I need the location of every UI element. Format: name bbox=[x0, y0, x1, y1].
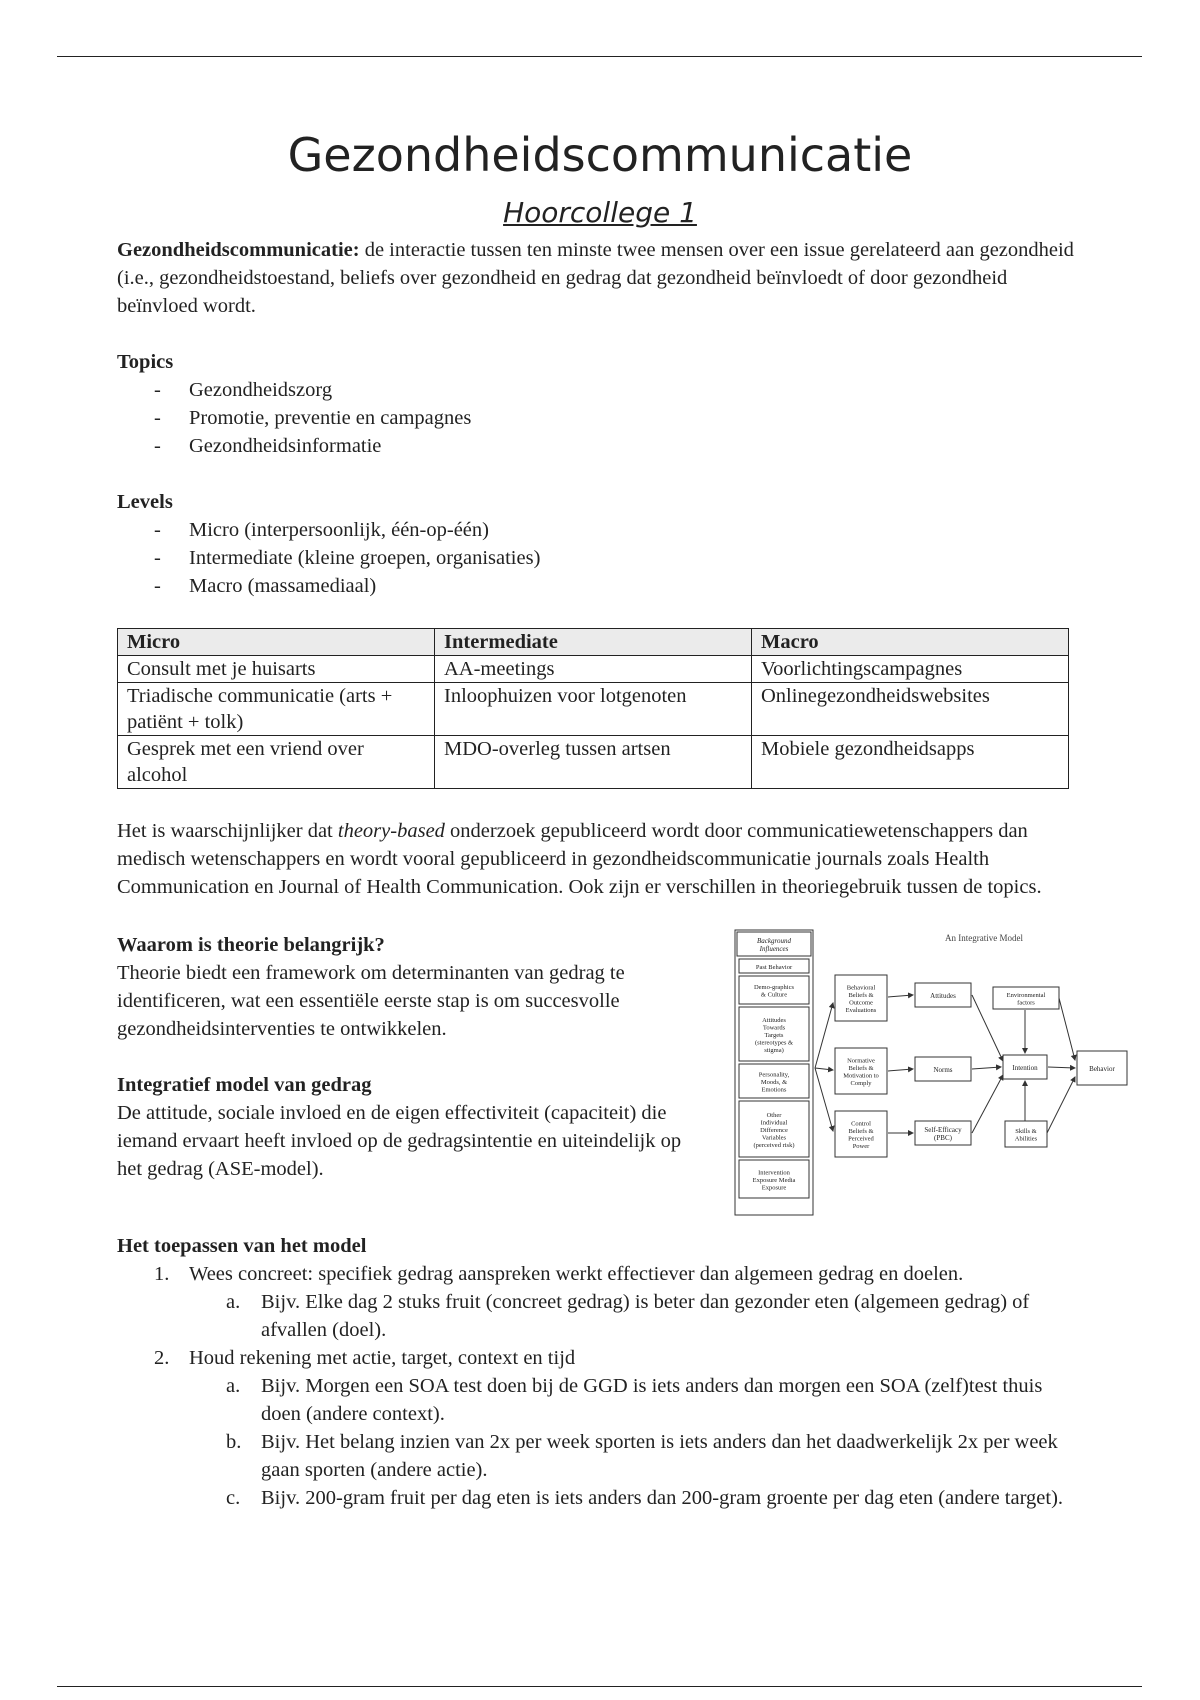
diagram-label: Environmental bbox=[1006, 992, 1046, 999]
background-item bbox=[739, 1101, 809, 1157]
theory-text-after: onderzoek gepubliceerd wordt door communicatiewetenschappers dan medisch wetenschappers en wordt vooral gepubliceerd in gezondheidscommunicatie journals zoals Health Communication en Journal of Health Communication. Ook zijn er verschillen in theoriegebruik tussen de topics. bbox=[117, 820, 1042, 898]
sub-list-item-text: Bijv. Elke dag 2 stuks fruit (concreet gedrag) is beter dan gezonder eten (algemeen gedrag) of afvallen (doel). bbox=[261, 1291, 1030, 1341]
diagram-label: Intention bbox=[1012, 1064, 1038, 1072]
theory-model-section bbox=[117, 931, 1115, 1220]
list-item-text: Houd rekening met actie, target, context en tijd bbox=[189, 1347, 576, 1369]
list-marker: a. bbox=[226, 1291, 241, 1313]
diagram-label: Variables bbox=[761, 1134, 787, 1142]
diagram-label: Attitudes bbox=[762, 1016, 786, 1024]
sub-list bbox=[189, 1372, 1077, 1512]
table-cell: Voorlichtingscampagnes bbox=[752, 656, 1069, 683]
table-cell: Inloophuizen voor lotgenoten bbox=[435, 683, 752, 736]
list-marker: a. bbox=[226, 1375, 241, 1397]
diagram-label: Background bbox=[757, 937, 791, 945]
diagram-label: Personality, bbox=[758, 1071, 790, 1079]
why-theory-heading: Waarom is theorie belangrijk? bbox=[117, 934, 385, 956]
diagram-label: Abilities bbox=[1014, 1135, 1038, 1143]
levels-heading: Levels bbox=[117, 491, 173, 513]
environmental-box bbox=[993, 987, 1059, 1009]
diagram-label: Norms bbox=[933, 1066, 953, 1074]
diagram-label: Past Behavior bbox=[755, 963, 793, 971]
background-item bbox=[739, 1064, 809, 1098]
intro-text: de interactie tussen ten minste twee mensen over een issue gerelateerd aan gezondheid (i.e., gezondheidstoestand, beliefs over gezondheid en gedrag dat gezondheid beïnvloedt of door gezondheid beïnvloed wordt. bbox=[117, 239, 1074, 317]
diagram-label: Motivation to bbox=[843, 1072, 879, 1080]
diagram-label: (perceived risk) bbox=[753, 1141, 795, 1149]
page-title: Gezondheidscommunicatie bbox=[287, 128, 913, 182]
diagram-label: Power bbox=[852, 1143, 870, 1150]
diagram-label: & Culture bbox=[760, 991, 788, 999]
sub-list-item bbox=[226, 1484, 1077, 1512]
list-item: - Promotie, preventie en campagnes bbox=[154, 404, 1077, 432]
list-marker: c. bbox=[226, 1487, 241, 1509]
sub-list-item bbox=[226, 1288, 1077, 1344]
table-cell: Consult met je huisarts bbox=[118, 656, 435, 683]
table-header-cell: Macro bbox=[752, 629, 1069, 656]
sub-list-item bbox=[226, 1372, 1077, 1428]
sub-list-item-text: Bijv. Morgen een SOA test doen bij de GGD is iets anders dan morgen een SOA (zelf)test thuis doen (andere context). bbox=[261, 1375, 1043, 1425]
skills-box bbox=[1005, 1121, 1047, 1147]
table-header-row bbox=[118, 629, 1069, 656]
sub-list-item-text: Bijv. Het belang inzien van 2x per week sporten is iets anders dan het daadwerkelijk 2x per week gaan sporten (andere actie). bbox=[261, 1431, 1058, 1481]
why-theory-text: Theorie biedt een framework om determinanten van gedrag te identificeren, wat een essentiële eerste stap is om succesvolle gezondheidsinterventies te ontwikkelen. bbox=[117, 962, 625, 1040]
sub-list-item bbox=[226, 1428, 1077, 1484]
list-item: - Intermediate (kleine groepen, organisaties) bbox=[154, 544, 1077, 572]
table-cell: Gesprek met een vriend over alcohol bbox=[118, 736, 435, 789]
levels-table bbox=[117, 628, 1069, 789]
top-rule bbox=[57, 56, 1142, 57]
diagram-arrow bbox=[815, 1068, 833, 1070]
diagram-label: Behavioral bbox=[846, 984, 876, 992]
diagram-label: Outcome bbox=[849, 999, 873, 1007]
list-item bbox=[154, 1344, 1077, 1512]
background-header bbox=[737, 932, 811, 956]
applying-heading: Het toepassen van het model bbox=[117, 1235, 367, 1257]
diagram-label: Self-Efficacy bbox=[924, 1126, 962, 1134]
diagram-label: Control bbox=[851, 1120, 871, 1128]
list-item: - Gezondheidszorg bbox=[154, 376, 1077, 404]
diagram-arrow bbox=[1059, 998, 1075, 1060]
list-item: - Gezondheidsinformatie bbox=[154, 432, 1077, 460]
list-item: - Micro (interpersoonlijk, één-op-één) bbox=[154, 516, 1077, 544]
background-item bbox=[739, 976, 809, 1004]
diagram-label: Exposure Media bbox=[752, 1176, 796, 1184]
background-item bbox=[739, 1007, 809, 1061]
sub-list bbox=[189, 1288, 1077, 1344]
diagram-label: Emotions bbox=[761, 1086, 787, 1094]
diagram-label: Other bbox=[766, 1111, 782, 1119]
intro-paragraph bbox=[117, 236, 1077, 320]
diagram-label: (stereotypes & bbox=[754, 1039, 794, 1047]
list-item bbox=[154, 1260, 1077, 1344]
theory-paragraph bbox=[117, 817, 1077, 901]
table-cell: AA-meetings bbox=[435, 656, 752, 683]
diagram-label: Individual bbox=[760, 1119, 788, 1127]
document-body bbox=[117, 236, 1115, 1512]
diagram-label: factors bbox=[1017, 999, 1035, 1007]
beliefs-box bbox=[835, 1048, 887, 1094]
topics-heading: Topics bbox=[117, 351, 174, 373]
diagram-label: Intervention bbox=[758, 1169, 790, 1177]
background-item bbox=[739, 959, 809, 973]
diagram-label: Exposure bbox=[761, 1184, 787, 1192]
behavior-box bbox=[1077, 1051, 1127, 1085]
diagram-arrow bbox=[1048, 1067, 1075, 1068]
diagram-label: Targets bbox=[764, 1031, 784, 1039]
levels-list bbox=[117, 516, 1077, 600]
beliefs-box bbox=[835, 975, 887, 1021]
integrative-model-diagram bbox=[725, 925, 1155, 1220]
diagram-label: stigma) bbox=[764, 1046, 784, 1054]
table-cell: Triadische communicatie (arts + patiënt + tolk) bbox=[118, 683, 435, 736]
background-item bbox=[739, 1160, 809, 1198]
list-marker: 2. bbox=[154, 1347, 170, 1369]
table-row bbox=[118, 736, 1069, 789]
integrative-text: De attitude, sociale invloed en de eigen effectiviteit (capaciteit) die iemand ervaart heeft invloed op de gedragsintentie en uiteindelijk op het gedrag (ASE-model). bbox=[117, 1102, 682, 1180]
intention-box bbox=[1003, 1055, 1047, 1079]
diagram-label: (PBC) bbox=[934, 1134, 952, 1142]
table-cell: Onlinegezondheidswebsites bbox=[752, 683, 1069, 736]
diagram-label: Comply bbox=[850, 1080, 872, 1087]
table-cell: MDO-overleg tussen artsen bbox=[435, 736, 752, 789]
diagram-label: Normative bbox=[847, 1057, 875, 1065]
topics-list bbox=[117, 376, 1077, 460]
list-item-text: Wees concreet: specifiek gedrag aanspreken werkt effectiever dan algemeen gedrag en doelen. bbox=[189, 1263, 964, 1285]
intro-term: Gezondheidscommunicatie: bbox=[117, 239, 360, 261]
diagram-label: Difference bbox=[760, 1126, 788, 1134]
table-cell: Mobiele gezondheidsapps bbox=[752, 736, 1069, 789]
diagram-arrow bbox=[972, 1075, 1003, 1133]
diagram-label: Beliefs & bbox=[848, 1065, 874, 1072]
diagram-arrow bbox=[972, 1067, 1001, 1069]
page-subtitle: Hoorcollege 1 bbox=[503, 196, 697, 229]
list-marker: 1. bbox=[154, 1263, 170, 1285]
table-header-cell: Intermediate bbox=[435, 629, 752, 656]
theory-text-column bbox=[117, 931, 697, 1220]
diagram-arrow bbox=[1047, 1077, 1075, 1133]
diagram-arrow bbox=[888, 1069, 913, 1071]
diagram-label: Attitudes bbox=[930, 992, 956, 1000]
beliefs-box bbox=[835, 1111, 887, 1157]
diagram-arrow bbox=[815, 1003, 833, 1068]
diagram-label: Beliefs & bbox=[848, 1128, 874, 1135]
diagram-label: Moods, & bbox=[760, 1078, 788, 1086]
diagram-label: Beliefs & bbox=[848, 992, 874, 999]
diagram-label: Evaluations bbox=[845, 1007, 877, 1014]
table-row bbox=[118, 656, 1069, 683]
sub-list-item-text: Bijv. 200-gram fruit per dag eten is iets anders dan 200-gram groente per dag eten (andere target). bbox=[261, 1487, 1064, 1509]
diagram-label: Perceived bbox=[848, 1135, 874, 1143]
diagram-arrow bbox=[888, 995, 913, 997]
theory-text-before: Het is waarschijnlijker dat bbox=[117, 820, 338, 842]
determinant-box bbox=[915, 983, 971, 1007]
integrative-heading: Integratief model van gedrag bbox=[117, 1074, 372, 1096]
list-item: - Macro (massamediaal) bbox=[154, 572, 1077, 600]
diagram-label: Towards bbox=[762, 1024, 786, 1032]
table-row bbox=[118, 683, 1069, 736]
diagram-title: An Integrative Model bbox=[945, 933, 1023, 943]
determinant-box bbox=[915, 1057, 971, 1081]
table-header-cell: Micro bbox=[118, 629, 435, 656]
determinant-box bbox=[915, 1121, 971, 1145]
diagram-label: Skills & bbox=[1015, 1128, 1037, 1135]
theory-emphasis: theory-based bbox=[337, 820, 445, 842]
diagram-label: Demo-graphics bbox=[753, 984, 795, 991]
diagram-label: Influences bbox=[759, 945, 789, 953]
applying-list bbox=[117, 1260, 1077, 1512]
diagram-arrow bbox=[815, 1068, 833, 1131]
diagram-label: Behavior bbox=[1089, 1065, 1115, 1073]
bottom-rule bbox=[57, 1686, 1142, 1687]
list-marker: b. bbox=[226, 1431, 242, 1453]
